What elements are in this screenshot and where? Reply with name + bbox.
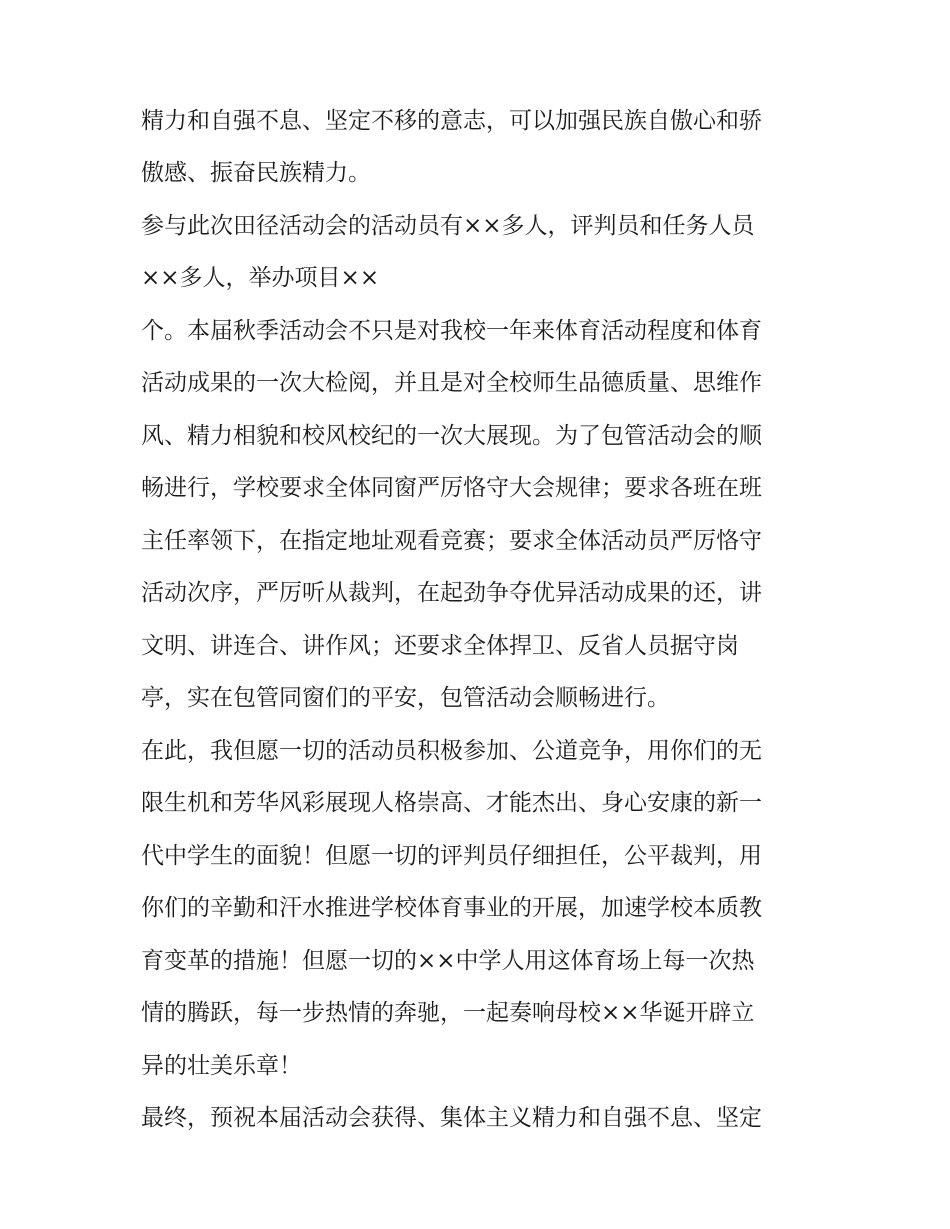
text-line: 代中学生的面貌！但愿一切的评判员仔细担任，公平裁判，用 <box>141 843 762 869</box>
text-line: 活动次序，严厉听从裁判，在起劲争夺优异活动成果的还，讲 <box>141 580 762 606</box>
text-line: 最终，预祝本届活动会获得、集体主义精力和自强不息、坚定 <box>141 1105 762 1131</box>
text-line: 限生机和芳华风彩展现人格崇高、才能杰出、身心安康的新一 <box>141 790 762 816</box>
text-line: 个。本届秋季活动会不只是对我校一年来体育活动程度和体育 <box>141 318 762 344</box>
text-line: 在此，我但愿一切的活动员积极参加、公道竞争，用你们的无 <box>141 738 762 764</box>
text-line: 亭，实在包管同窗们的平安，包管活动会顺畅进行。 <box>141 685 670 711</box>
text-line: 风、精力相貌和校风校纪的一次大展现。为了包管活动会的顺 <box>141 423 762 449</box>
text-line: 参与此次田径活动会的活动员有××多人，评判员和任务人员 <box>141 213 755 239</box>
text-line: 畅进行，学校要求全体同窗严厉恪守大会规律；要求各班在班 <box>141 475 762 501</box>
text-line: 文明、讲连合、讲作风；还要求全体捍卫、反省人员据守岗 <box>141 633 739 659</box>
text-line: 活动成果的一次大检阅，并且是对全校师生品德质量、思维作 <box>141 370 762 396</box>
text-line: 情的腾跃，每一步热情的奔驰，一起奏响母校××华诞开辟立 <box>141 1000 755 1026</box>
text-line: ××多人，举办项目×× <box>141 265 380 291</box>
text-line: 精力和自强不息、坚定不移的意志，可以加强民族自傲心和骄 <box>141 108 762 134</box>
text-line: 你们的辛勤和汗水推进学校体育事业的开展，加速学校本质教 <box>141 895 762 921</box>
text-line: 傲感、振奋民族精力。 <box>141 160 371 186</box>
text-line: 主任率领下，在指定地址观看竞赛；要求全体活动员严厉恪守 <box>141 528 762 554</box>
text-line: 异的壮美乐章！ <box>141 1053 302 1079</box>
text-line: 育变革的措施！但愿一切的××中学人用这体育场上每一次热 <box>141 948 755 974</box>
